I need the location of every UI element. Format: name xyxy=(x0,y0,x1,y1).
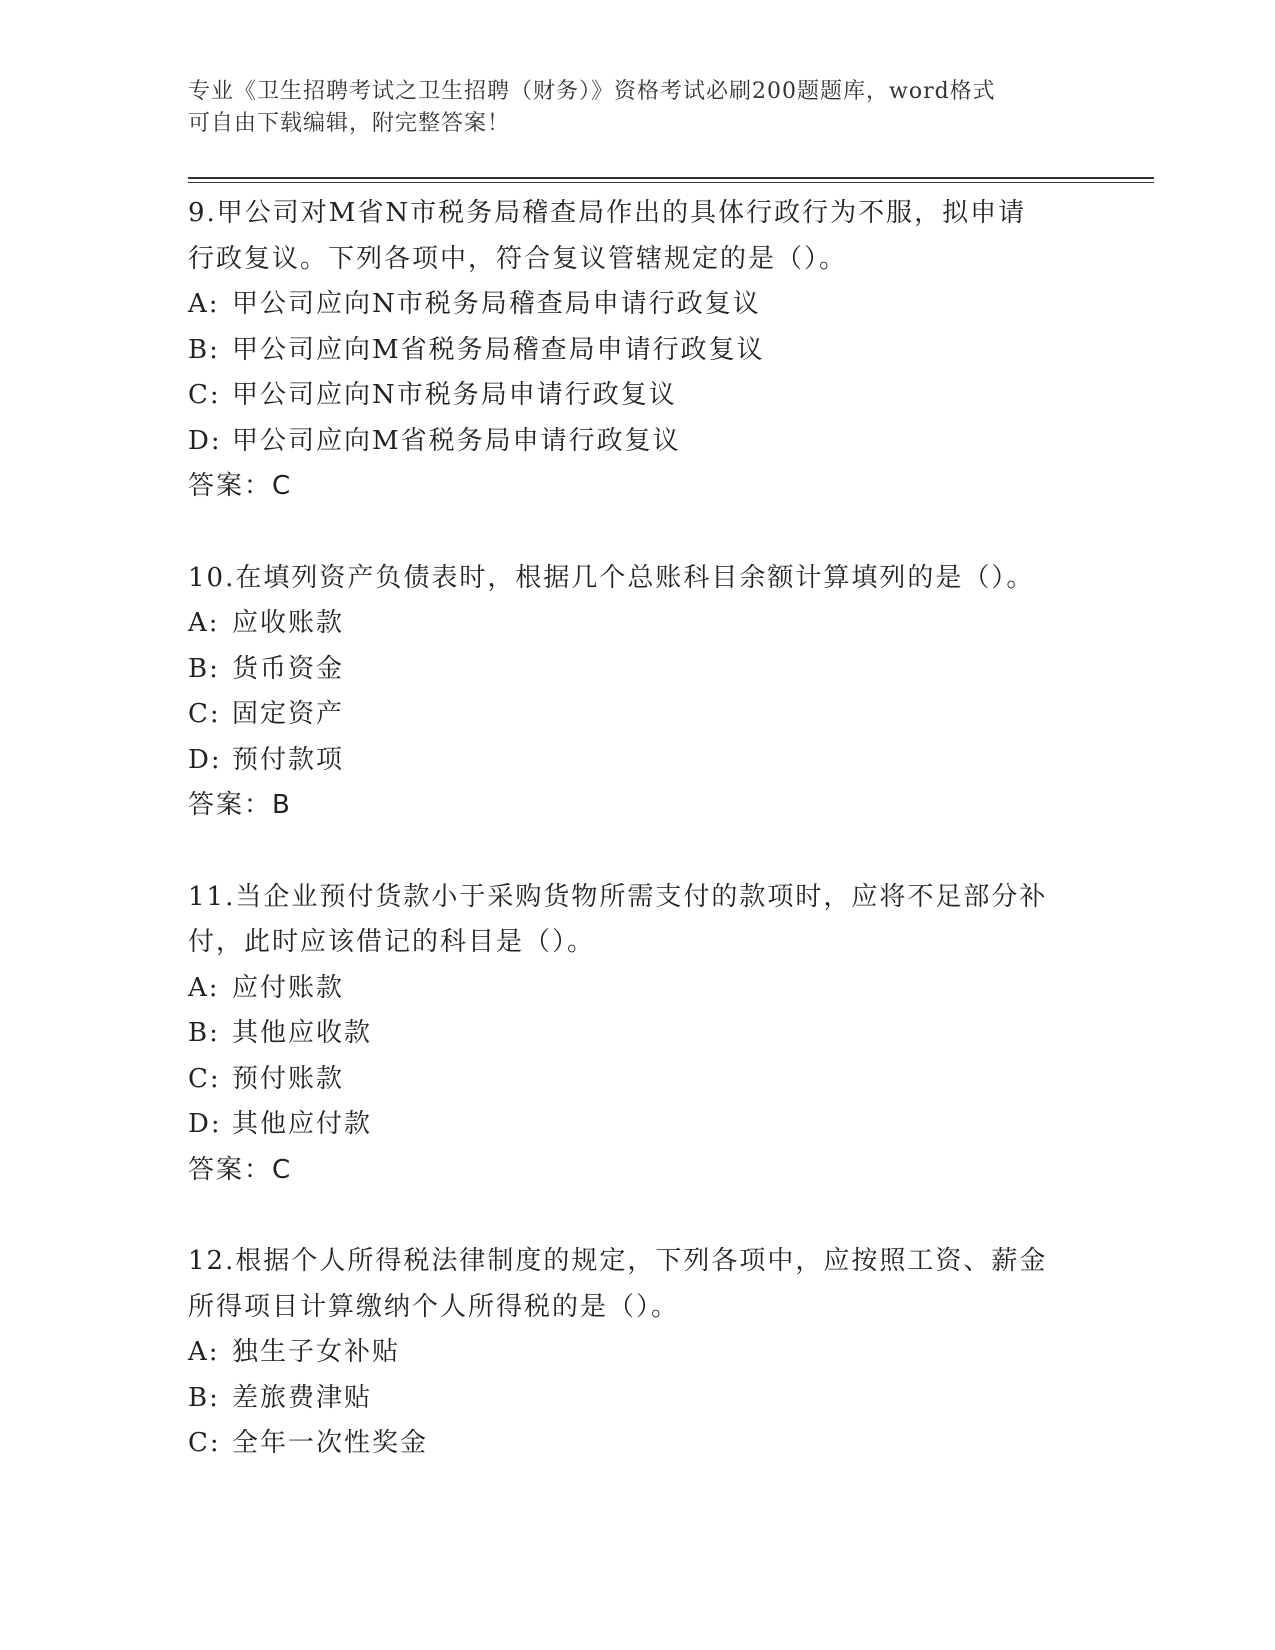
question-stem-line: 10.在填列资产负债表时，根据几个总账科目余额计算填列的是（）。 xyxy=(188,562,1035,593)
option-letter: C: xyxy=(188,1428,221,1458)
option-letter: B: xyxy=(188,334,220,365)
option-text: 独生子女补贴 xyxy=(232,1337,401,1367)
option-b xyxy=(188,328,1088,374)
question-item-10 xyxy=(188,556,1088,829)
option-text: 甲公司应向M省税务局申请行政复议 xyxy=(232,425,681,456)
header-divider-thin xyxy=(188,182,1154,183)
document-header xyxy=(188,76,1068,140)
header-title-line-1: 专业《卫生招聘考试之卫生招聘（财务）》资格考试必刷200题题库，word格式 xyxy=(188,79,996,104)
option-a xyxy=(188,1330,1088,1376)
option-text: 固定资产 xyxy=(232,699,345,729)
option-c xyxy=(188,373,1088,419)
option-d xyxy=(188,738,1088,784)
question-stem-line: 11.当企业预付货款小于采购货物所需支付的款项时，应将不足部分补 xyxy=(188,881,1048,912)
question-item-12 xyxy=(188,1239,1088,1467)
option-letter: A: xyxy=(188,608,220,638)
option-letter: A: xyxy=(188,289,220,319)
option-letter: C: xyxy=(188,699,221,729)
option-letter: C: xyxy=(188,1063,221,1094)
option-letter: D: xyxy=(188,744,222,775)
question-item-11 xyxy=(188,875,1088,1194)
option-letter: D: xyxy=(188,1109,222,1139)
option-text: 差旅费津贴 xyxy=(232,1382,373,1413)
answer-line: 答案：B xyxy=(188,790,292,820)
option-letter: D: xyxy=(188,425,222,456)
option-text: 其他应付款 xyxy=(232,1109,373,1139)
question-list xyxy=(188,191,1088,1513)
option-text: 甲公司应向N市税务局稽查局申请行政复议 xyxy=(232,289,761,319)
answer-line: 答案：C xyxy=(188,471,293,501)
option-c xyxy=(188,692,1088,738)
header-title-line-2: 可自由下载编辑，附完整答案！ xyxy=(188,111,511,136)
question-stem-line: 所得项目计算缴纳个人所得税的是（）。 xyxy=(188,1291,680,1322)
option-c xyxy=(188,1057,1088,1103)
option-text: 预付款项 xyxy=(232,744,345,775)
option-a xyxy=(188,282,1088,328)
option-a xyxy=(188,601,1088,647)
question-stem-line: 9.甲公司对M省N市税务局稽查局作出的具体行政行为不服，拟申请 xyxy=(188,198,1027,228)
option-b xyxy=(188,1376,1088,1422)
question-item-9 xyxy=(188,191,1088,510)
option-text: 全年一次性奖金 xyxy=(232,1428,429,1458)
option-b xyxy=(188,647,1088,693)
option-letter: A: xyxy=(188,1337,220,1367)
option-d xyxy=(188,1102,1088,1148)
option-text: 甲公司应向M省税务局稽查局申请行政复议 xyxy=(232,334,765,365)
option-letter: B: xyxy=(188,1382,220,1413)
option-b xyxy=(188,1011,1088,1057)
option-text: 预付账款 xyxy=(232,1063,345,1094)
option-a xyxy=(188,966,1088,1012)
option-text: 应付账款 xyxy=(232,972,345,1003)
option-letter: B: xyxy=(188,1018,220,1048)
option-text: 应收账款 xyxy=(232,608,345,638)
question-stem-line: 行政复议。下列各项中，符合复议管辖规定的是（）。 xyxy=(188,243,848,274)
option-d xyxy=(188,419,1088,465)
option-text: 其他应收款 xyxy=(232,1018,373,1048)
option-letter: A: xyxy=(188,972,220,1003)
option-c xyxy=(188,1421,1088,1467)
option-text: 货币资金 xyxy=(232,653,345,684)
answer-line: 答案：C xyxy=(188,1154,293,1185)
option-letter: B: xyxy=(188,653,220,684)
question-stem-line: 付，此时应该借记的科目是（）。 xyxy=(188,927,596,957)
header-divider-thick xyxy=(188,177,1154,179)
option-text: 甲公司应向N市税务局申请行政复议 xyxy=(232,380,677,410)
option-letter: C: xyxy=(188,380,221,410)
question-stem-line: 12.根据个人所得税法律制度的规定，下列各项中，应按照工资、薪金 xyxy=(188,1246,1048,1276)
